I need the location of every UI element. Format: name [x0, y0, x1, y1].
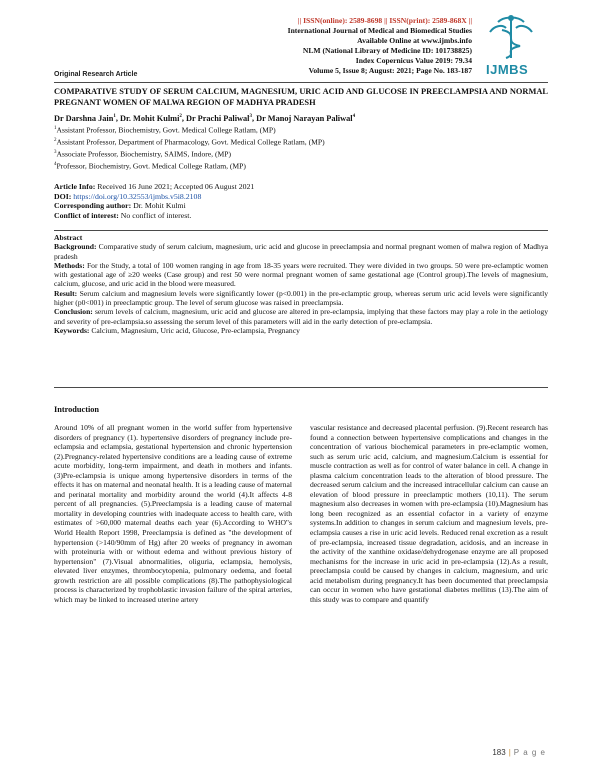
- issn-line: || ISSN(online): 2589-8698 || ISSN(print): 2589-868X ||: [297, 16, 472, 25]
- abstract-methods: Methods: For the Study, a total of 100 women ranging in age from 18-35 years were recruited. They were divided in two groups. 50 were pre-eclamptic women with gestational age of ≥20 weeks (Case group) and rest 50 were normal pregnant women of same gestational age (Control group).The levels of magnesium, calcium, glucose, and uric acid in the blood were measured.: [54, 260, 548, 289]
- page-number: 183: [492, 748, 506, 757]
- abstract-result: Result: Serum calcium and magnesium levels were significantly lower (p<0.001) in the pre-eclamptic group, whereas serum uric acid levels were significantly higher (p0<001) in preeclamptic group. The level of serum glucose was raised in preeclampsia.: [54, 288, 548, 308]
- available-online: Available Online at www.ijmbs.info: [357, 36, 472, 45]
- corresponding-author: Corresponding author: Dr. Mohit Kulmi: [54, 201, 186, 211]
- doi: DOI: https://doi.org/10.32553/ijmbs.v5i8.2108: [54, 191, 202, 201]
- abstract: [54, 233, 548, 335]
- abstract-keywords: Keywords: Calcium, Magnesium, Uric acid, Glucose, Pre-eclampsia, Pregnancy: [54, 325, 300, 335]
- footer-separator: |: [508, 748, 511, 757]
- abstract-divider: [54, 387, 548, 388]
- author-list: [54, 112, 355, 124]
- article-title: COMPARATIVE STUDY OF SERUM CALCIUM, MAGNESIUM, URIC ACID AND GLUCOSE IN PREECLAMPSIA AND NORMAL PREGNANT WOMEN OF MALWA REGION OF MADHYA PRADESH: [54, 87, 548, 107]
- author: Dr Prachi Paliwal$^3$,: [186, 113, 257, 123]
- author: Dr Manoj Narayan Paliwal$^4$: [256, 113, 356, 123]
- journal-name: International Journal of Medical and Biomedical Studies: [287, 26, 472, 35]
- page-word: P a g e: [513, 748, 546, 757]
- author: Dr. Mohit Kulmi$^2$,: [119, 113, 187, 123]
- affiliation: $^1$Assistant Professor, Biochemistry, Govt. Medical College Ratlam, (MP): [54, 125, 276, 135]
- logo-text: IJMBS: [486, 62, 529, 77]
- header-divider: [54, 82, 548, 83]
- doi-link[interactable]: https://doi.org/10.32553/ijmbs.v5i8.2108: [71, 191, 202, 201]
- article-dates: Article Info: Received 16 June 2021; Accepted 06 August 2021: [54, 182, 255, 191]
- affiliation: $^3$Associate Professor, Biochemistry, SAIMS, Indore, (MP): [54, 149, 231, 159]
- abstract-heading: Abstract: [54, 233, 83, 242]
- journal-header: [192, 16, 472, 76]
- info-divider: [54, 230, 548, 231]
- introduction-heading: Introduction: [54, 405, 100, 414]
- abstract-background: Background: Comparative study of serum calcium, magnesium, uric acid and glucose in preeclampsia and normal pregnant women of malwa region of Madhya pradesh: [54, 242, 548, 261]
- abstract-conclusion: Conclusion: serum levels of calcium, magnesium, uric acid and glucose are altered in pre-eclampsia, implying that these factors may play a role in the aetiology and severity of pre-eclampsia.so assessing the serum level of this parameters will aid in the early detection of pre-eclampsia.: [54, 307, 548, 326]
- nlm-id: NLM (National Library of Medicine ID: 101738825): [302, 46, 472, 55]
- index-copernicus: Index Copernicus Value 2019: 79.34: [355, 56, 472, 65]
- affiliation: $^4$Professor, Biochemistry, Govt. Medical College Ratlam, (MP): [54, 161, 246, 171]
- affiliation: $^2$Assistant Professor, Department of Pharmacology, Govt. Medical College Ratlam, (MP): [54, 137, 325, 147]
- article-type: Original Research Article: [54, 71, 138, 78]
- page-footer: [492, 748, 546, 757]
- affiliations: [54, 124, 325, 172]
- introduction-column-2: vascular resistance and decreased placental perfusion. (9).Recent research has found a connection between hypertensive complications and changes in the concentration of various biochemical parameters in pre-eclamptic women, such as serum uric acid, calcium, and magnesium.Calcium is essential for muscle contraction as well as for control of water balance in cell. A change in plasma calcium concentration leads to the alteration of blood pressure. The decreased serum calcium and the increased intracellular calcium can cause an elevation of blood pressure in preeclamptic mothers (10,11). The serum magnesium also decreases in women with pre-eclampsia (10).Magnesium has long been recognized as an essential cofactor in a variety of enzyme systems.In addition to changes in serum calcium and magnesium levels, pre-eclampsia causes a rise in uric acid levels. Reduced renal excretion as a result of pre-eclampsia, increased tissue degradation, acidosis, and an increase in the activity of the xanthine oxidase/dehydrogenase enzyme are all proposed mechanisms for the increase in uric acid in pre-eclampsia (12).As a result, preeclampsia could be caused by changes in calcium, magnesium, and uric acid metabolism during pregnancy.It has been documented that preeclampsia can occur in women who have gestational diabetes mellitus (13).The aim of this study was to compare and quantify: [310, 423, 548, 604]
- conflict-of-interest: Conflict of interest: No conflict of interest.: [54, 210, 192, 220]
- volume-info: Volume 5, Issue 8; August: 2021; Page No. 183-187: [308, 66, 472, 75]
- article-info: [54, 182, 548, 220]
- introduction-column-1: Around 10% of all pregnant women in the world suffer from hypertensive disorders of pregnancy (1). hypertensive disorders of pregnancy include pre-eclampsia and eclampsia, gestational hypertension and chronic hypertension (2).Pregnancy-related hypertensive conditions are a leading cause of extreme acute morbidity, long-term impairment, and death in mothers and infants. (3)Pre-eclampsia is unique among hypertensive disorders in terms of the effects it has on maternal and neonatal health. It is a leading cause of maternal and perinatal mortality and morbidity around the world (4).It affects 4-8 percent of all pregnancies. (5).Preeclampsia is a leading cause of maternal mortality in developing countries with inadequate access to health care, with estimates of >60,000 maternal deaths each year (6).According to WHO"s World Health Report 1998, Preeclampsia is defined as "the development of hypertension (>140/90mm of Hg) after 20 weeks of pregnancy in awoman with proteinuria with or without edema and without previous history of hypertension" (7).Visual abnormalities, oliguria, eclampsia, hemolysis, elevated liver enzymes, thrombocytopenia, pulmonary oedema, and foetal growth restriction are all possible complications (8).The pathophysiological process is characterized by trophoblastic invasion failure of the spiral arteries, which may be linked to increased uterine artery: [54, 423, 292, 604]
- author: Dr Darshna Jain$^1$,: [54, 113, 120, 123]
